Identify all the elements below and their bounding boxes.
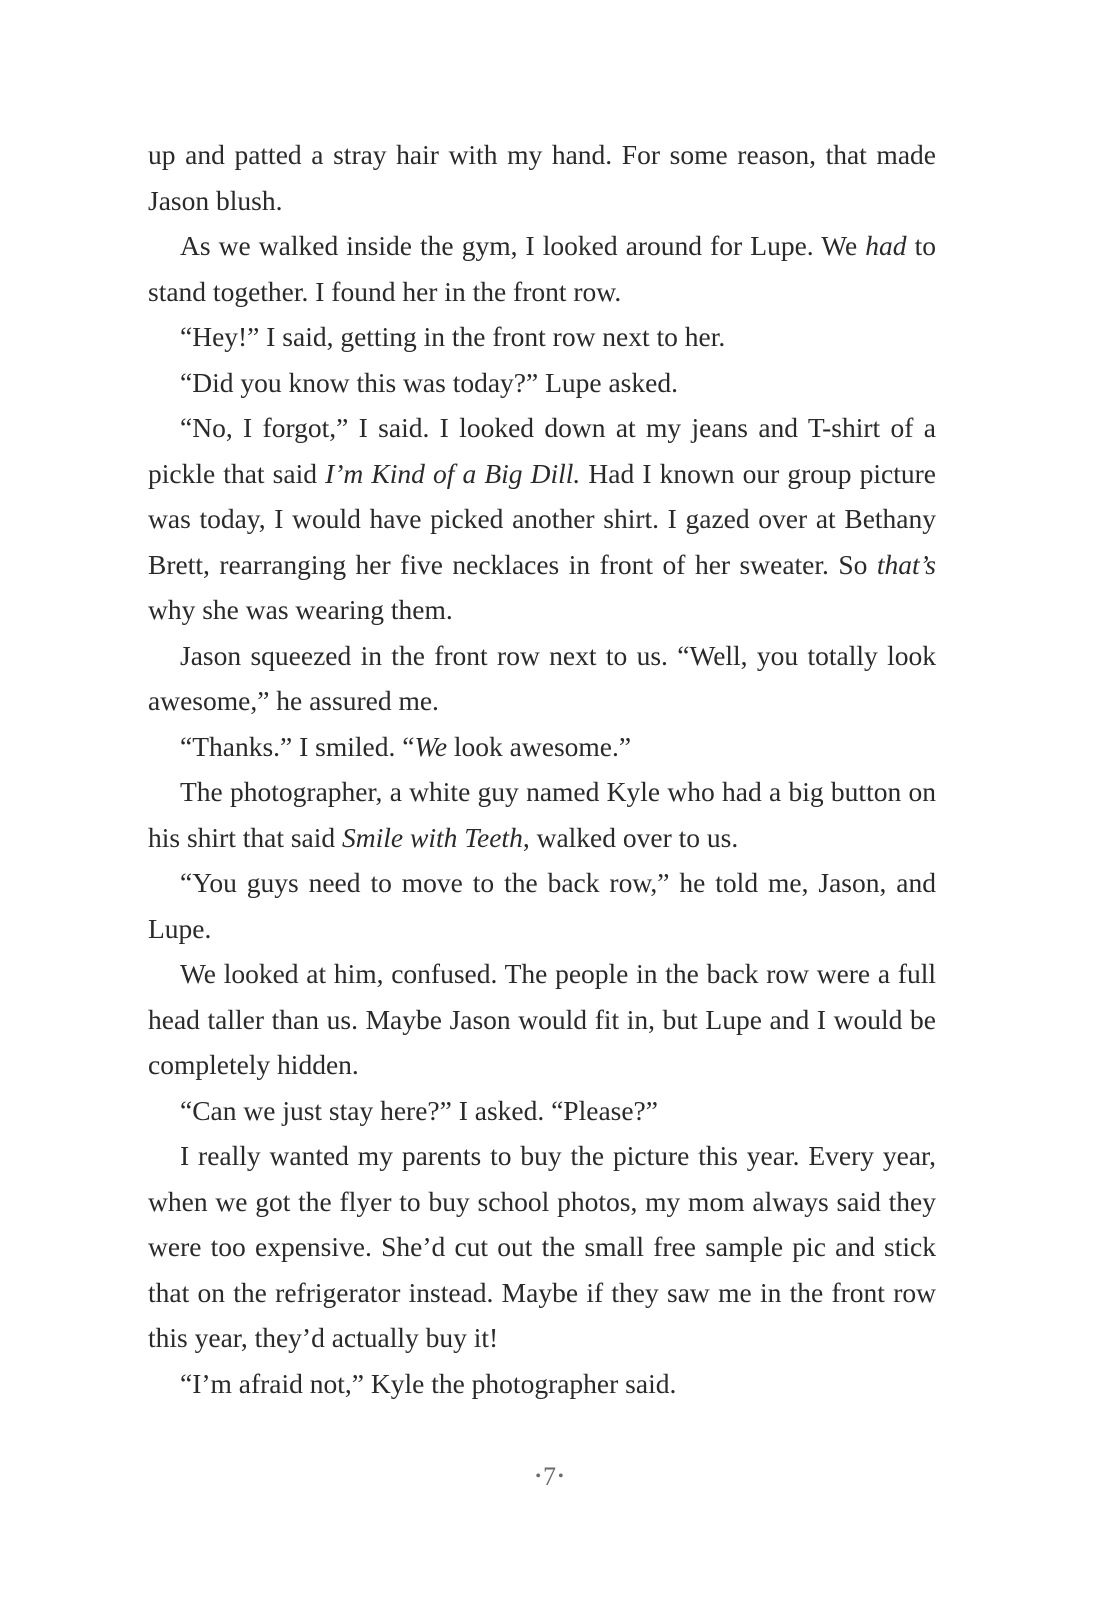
italic-text-run: had [865,230,907,261]
paragraph-6 [148,633,936,724]
text-run: Jason squeezed in the front row next to us. “Well, you totally look awesome,” he assured me. [148,639,936,716]
text-run: , walked over to us. [522,821,739,853]
paragraph-10 [148,951,936,1088]
paragraph-5 [148,405,936,633]
paragraph-7 [148,724,936,770]
paragraph-3 [148,314,936,360]
text-run: As we walked inside the gym, I looked around for Lupe. We [180,230,866,261]
text-run: “Can we just stay here?” I asked. “Please?” [180,1094,658,1126]
text-run: I really wanted my parents to buy the picture this year. Every year, when we got the flyer to buy school photos, my mom always said they were too expensive. She’d cut out the small free sample pic and stick that on the refrigerator instead. Maybe if they saw me in the front row this year, they’d actually buy it! [148,1140,936,1353]
italic-text-run: that’s [876,548,936,580]
text-run: to stand together. I found her in the front row. [148,230,936,307]
page-number [0,1462,1101,1492]
text-run: up and patted a stray hair with my hand. For some reason, that made Jason blush. [148,139,936,216]
text-run: “Thanks.” I smiled. “ [180,730,415,762]
text-run: We looked at him, confused. The people in the back row were a full head taller than us. Maybe Jason would fit in, but Lupe and I would be completely hidden. [148,958,936,1080]
page-number-right-dot: • [558,1468,566,1486]
paragraph-1 [148,132,936,223]
paragraph-12 [148,1133,936,1361]
page-body [148,132,936,1406]
paragraph-2 [148,223,936,314]
italic-text-run: Smile with Teeth [342,821,523,853]
page-number-left-dot: • [535,1468,543,1486]
italic-text-run: I’m Kind of a Big Dill. [325,457,581,489]
text-run: why she was wearing them. [148,594,453,625]
page-number-value: 7 [543,1462,558,1491]
text-run: Had I known our group picture was today, I would have picked another shirt. I gazed over at Bethany Brett, rearranging her five necklaces in front of her sweater. So [148,457,936,580]
paragraph-13 [148,1361,936,1407]
text-run: “I’m afraid not,” Kyle the photographer said. [180,1367,677,1399]
paragraph-11 [148,1088,936,1134]
italic-text-run: We [414,730,448,762]
text-run: The photographer, a white guy named Kyle who had a big button on his shirt that said [148,776,936,853]
paragraph-9 [148,860,936,951]
text-run: “You guys need to move to the back row,” he told me, Jason, and Lupe. [148,867,936,944]
paragraph-8 [148,769,936,860]
text-run: “Did you know this was today?” Lupe asked. [180,366,678,398]
text-run: “No, I forgot,” I said. I looked down at my jeans and T-shirt of a pickle that said [148,412,936,489]
text-run: “Hey!” I said, getting in the front row next to her. [180,321,726,352]
paragraph-4 [148,360,936,406]
text-run: look awesome.” [447,730,632,762]
